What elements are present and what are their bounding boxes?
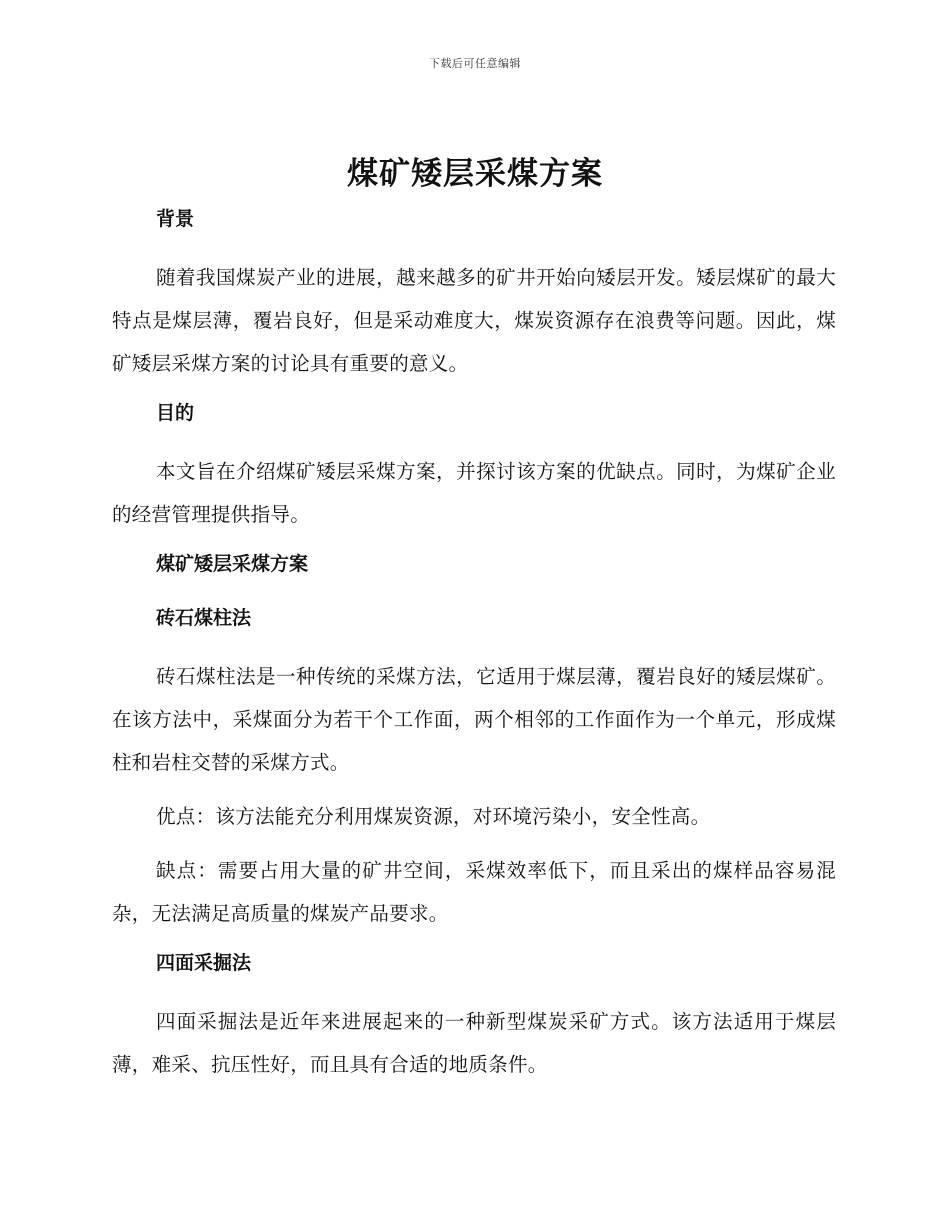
paragraph-method1: 砖石煤柱法是一种传统的采煤方法，它适用于煤层薄，覆岩良好的矮层煤矿。在该方法中，采煤面分为若干个工作面，两个相邻的工作面作为一个单元，形成煤柱和岩柱交替的采煤方式。 (112, 665, 836, 774)
subsection-heading-method2: 四面采掘法 (156, 952, 252, 974)
section-heading-purpose: 目的 (156, 402, 195, 424)
paragraph-method2: 四面采掘法是近年来进展起来的一种新型煤炭采矿方式。该方法适用于煤层薄，难采、抗压性好，而且具有合适的地质条件。 (112, 1010, 836, 1076)
paragraph-background: 随着我国煤炭产业的进展，越来越多的矿井开始向矮层开发。矮层煤矿的最大特点是煤层薄，覆岩良好，但是采动难度大，煤炭资源存在浪费等问题。因此，煤矿矮层采煤方案的讨论具有重要的意义。 (112, 266, 836, 375)
paragraph-method1-cons: 缺点：需要占用大量的矿井空间，采煤效率低下，而且采出的煤样品容易混杂，无法满足高质量的煤炭产品要求。 (112, 859, 836, 925)
paragraph-method1-pros: 优点：该方法能充分利用煤炭资源，对环境污染小，安全性高。 (156, 805, 711, 828)
subsection-heading-method1: 砖石煤柱法 (156, 607, 252, 629)
header-note: 下载后可任意编辑 (429, 57, 521, 70)
section-heading-background: 背景 (156, 208, 195, 230)
document-body (112, 202, 836, 1097)
section-heading-plan: 煤矿矮层采煤方案 (156, 553, 309, 575)
document-title: 煤矿矮层采煤方案 (347, 156, 603, 192)
paragraph-purpose: 本文旨在介绍煤矿矮层采煤方案，并探讨该方案的优缺点。同时，为煤矿企业的经营管理提供指导。 (112, 460, 836, 526)
